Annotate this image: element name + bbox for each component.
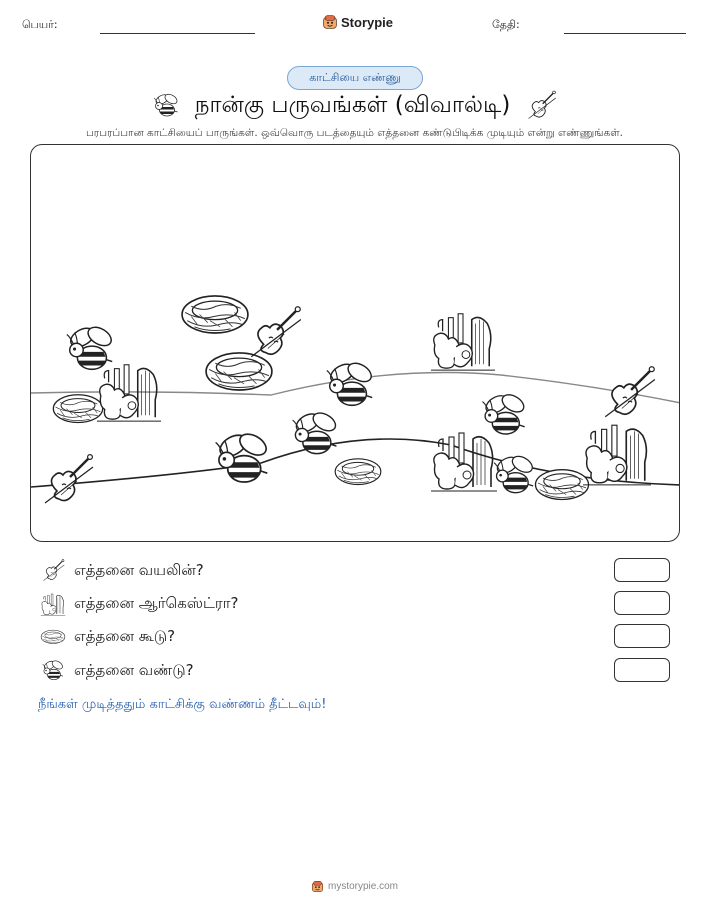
nest-2 [206, 353, 272, 390]
storypie-icon [322, 14, 338, 30]
coloring-instruction: நீங்கள் முடித்ததும் காட்சிக்கு வண்ணம் தீட்டவும்! [38, 697, 327, 712]
answer-box-violin[interactable] [614, 558, 670, 582]
bee-3 [293, 409, 339, 453]
answer-box-nest[interactable] [614, 624, 670, 648]
date-line[interactable] [564, 33, 686, 34]
name-label: பெயர்: [22, 18, 58, 31]
bee-6 [494, 453, 535, 493]
counting-scene [30, 144, 680, 542]
answer-box-bee[interactable] [614, 658, 670, 682]
orchestra-1 [97, 365, 161, 421]
nest-4 [335, 459, 381, 485]
page-title: நான்கு பருவங்கள் (விவால்டி) [194, 91, 511, 118]
bee-4 [216, 430, 270, 482]
question-text: எத்தனை கூடு? [74, 627, 176, 645]
brand-name: Storypie [341, 14, 394, 30]
violin-icon [40, 558, 66, 584]
question-violin [40, 557, 670, 585]
nest-1 [182, 296, 248, 333]
orchestra-3 [431, 433, 497, 491]
footer [0, 880, 709, 893]
bee-icon [151, 91, 181, 121]
date-label: தேதி: [492, 18, 520, 31]
question-text: எத்தனை வண்டு? [74, 661, 194, 679]
bee-2 [327, 359, 375, 405]
bee-5 [482, 391, 526, 434]
nest-3 [53, 395, 102, 423]
title-row [0, 88, 709, 124]
question-nest [40, 623, 670, 651]
bee-1 [67, 323, 115, 369]
storypie-icon [311, 880, 324, 893]
footer-url[interactable]: mystorypie.com [327, 881, 398, 892]
brand-logo [322, 14, 393, 30]
nest-icon [40, 624, 66, 650]
bee-icon [40, 658, 66, 684]
question-text: எத்தனை வயலின்? [74, 561, 204, 579]
page-subtitle: பரபரப்பான காட்சியைப் பாருங்கள். ஒவ்வொரு படத்தையும் எத்தனை கண்டுபிடிக்க முடியும் என்று எண்ணுங்கள். [85, 127, 624, 139]
question-bee [40, 657, 670, 685]
scene-illustration [31, 145, 680, 542]
orchestra-2 [431, 314, 495, 370]
question-orchestra [40, 590, 670, 618]
violin-icon [524, 89, 558, 123]
violin-2 [605, 367, 655, 417]
nest-5 [535, 470, 588, 500]
violin-1 [251, 307, 301, 357]
question-text: எத்தனை ஆர்கெஸ்ட்ரா? [74, 594, 239, 612]
answer-box-orchestra[interactable] [614, 591, 670, 615]
orchestra-4 [583, 425, 651, 485]
activity-tag: காட்சியை எண்ணு [287, 66, 423, 90]
violin-3 [45, 455, 93, 503]
name-line[interactable] [100, 33, 255, 34]
orchestra-icon [40, 591, 66, 617]
